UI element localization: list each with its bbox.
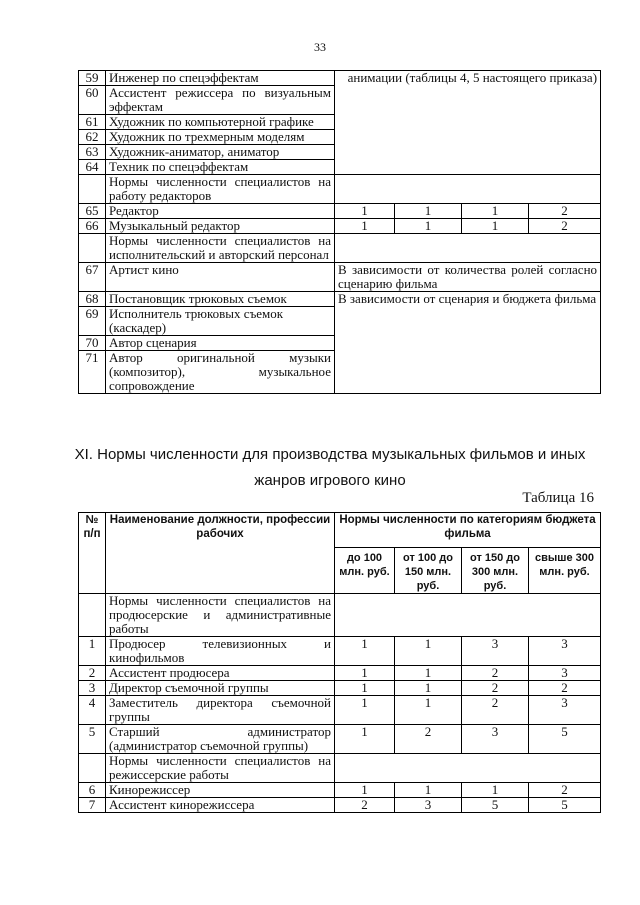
header-category: от 100 до 150 млн. руб. — [395, 548, 462, 594]
position-name: Автор сценария — [106, 336, 335, 351]
row-number: 6 — [79, 783, 106, 798]
table-row — [79, 204, 601, 219]
table-row — [79, 292, 601, 307]
section-heading — [60, 442, 600, 494]
header-number: № п/п — [79, 513, 106, 594]
value-cell: 1 — [462, 219, 529, 234]
value-cell: 5 — [529, 725, 601, 754]
section-row — [79, 754, 601, 783]
value-cell: 1 — [335, 696, 395, 725]
row-number: 70 — [79, 336, 106, 351]
value-cell: 1 — [335, 637, 395, 666]
note-animation: анимации (таблицы 4, 5 настоящего приказа) — [335, 71, 601, 175]
value-cell: 1 — [335, 666, 395, 681]
row-number: 60 — [79, 86, 106, 115]
table-row — [79, 637, 601, 666]
position-name: Исполнитель трюковых съемок (каскадер) — [106, 307, 335, 336]
section-row — [79, 594, 601, 637]
value-cell: 1 — [395, 696, 462, 725]
page-number: 33 — [314, 40, 326, 54]
section-title: Нормы численности специалистов на продюсерские и административные работы — [106, 594, 335, 637]
header-category: до 100 млн. руб. — [335, 548, 395, 594]
header-norms: Нормы численности по категориям бюджета фильма — [335, 513, 601, 548]
value-cell: 1 — [395, 204, 462, 219]
value-cell: 1 — [462, 204, 529, 219]
header-category: от 150 до 300 млн. руб. — [462, 548, 529, 594]
header-position: Наименование должности, профессии рабочих — [106, 513, 335, 594]
value-cell: 3 — [529, 696, 601, 725]
value-cell: 1 — [395, 219, 462, 234]
row-number: 3 — [79, 681, 106, 696]
value-cell: 2 — [335, 798, 395, 813]
value-cell: 3 — [529, 666, 601, 681]
section-heading-line: жанров игрового кино — [254, 472, 406, 489]
table-16 — [78, 512, 601, 813]
row-number: 4 — [79, 696, 106, 725]
table-row — [79, 263, 601, 292]
position-name: Кинорежиссер — [106, 783, 335, 798]
value-cell: 3 — [462, 637, 529, 666]
section-title: Нормы численности специалистов на работу редакторов — [106, 175, 335, 204]
table-label: Таблица 16 — [522, 490, 594, 506]
position-name: Ассистент кинорежиссера — [106, 798, 335, 813]
section-title: Нормы численности специалистов на исполнительский и авторский персонал — [106, 234, 335, 263]
value-cell: 3 — [529, 637, 601, 666]
note-cell: В зависимости от сценария и бюджета фильма — [335, 292, 601, 394]
row-number: 63 — [79, 145, 106, 160]
row-number: 67 — [79, 263, 106, 292]
value-cell: 1 — [395, 783, 462, 798]
table-row — [79, 696, 601, 725]
position-name: Продюсер телевизионных и кинофильмов — [106, 637, 335, 666]
row-number: 69 — [79, 307, 106, 336]
position-name: Редактор — [106, 204, 335, 219]
position-name: Инженер по спецэффектам — [106, 71, 335, 86]
note-cell: В зависимости от количества ролей согласно сценарию фильма — [335, 263, 601, 292]
position-name: Автор оригинальной музыки (композитор), музыкальное сопровождение — [106, 351, 335, 394]
value-cell: 1 — [335, 725, 395, 754]
table-row — [79, 681, 601, 696]
position-name: Артист кино — [106, 263, 335, 292]
value-cell: 2 — [529, 219, 601, 234]
position-name: Техник по спецэффектам — [106, 160, 335, 175]
value-cell: 2 — [529, 783, 601, 798]
row-number: 1 — [79, 637, 106, 666]
row-number: 71 — [79, 351, 106, 394]
section-row — [79, 234, 601, 263]
value-cell: 2 — [462, 696, 529, 725]
value-cell: 5 — [462, 798, 529, 813]
row-number: 61 — [79, 115, 106, 130]
table-row — [79, 798, 601, 813]
row-number: 7 — [79, 798, 106, 813]
position-name: Ассистент продюсера — [106, 666, 335, 681]
value-cell: 5 — [529, 798, 601, 813]
value-cell: 3 — [462, 725, 529, 754]
value-cell: 2 — [529, 681, 601, 696]
value-cell: 1 — [462, 783, 529, 798]
row-number: 2 — [79, 666, 106, 681]
position-name: Старший администратор (администратор съемочной группы) — [106, 725, 335, 754]
value-cell: 1 — [335, 219, 395, 234]
value-cell: 1 — [395, 681, 462, 696]
value-cell: 2 — [395, 725, 462, 754]
value-cell: 1 — [335, 204, 395, 219]
position-name: Заместитель директора съемочной группы — [106, 696, 335, 725]
table-row — [79, 219, 601, 234]
position-name: Художник по трехмерным моделям — [106, 130, 335, 145]
value-cell: 1 — [395, 666, 462, 681]
position-name: Художник-аниматор, аниматор — [106, 145, 335, 160]
row-number: 65 — [79, 204, 106, 219]
table-row — [79, 783, 601, 798]
row-number: 68 — [79, 292, 106, 307]
table-row — [79, 71, 601, 86]
position-name: Ассистент режиссера по визуальным эффектам — [106, 86, 335, 115]
value-cell: 2 — [462, 666, 529, 681]
row-number: 59 — [79, 71, 106, 86]
row-number: 5 — [79, 725, 106, 754]
position-name: Художник по компьютерной графике — [106, 115, 335, 130]
section-title: Нормы численности специалистов на режиссерские работы — [106, 754, 335, 783]
position-name: Музыкальный редактор — [106, 219, 335, 234]
value-cell: 1 — [335, 681, 395, 696]
value-cell: 1 — [335, 783, 395, 798]
table-row — [79, 666, 601, 681]
value-cell: 2 — [529, 204, 601, 219]
row-number: 64 — [79, 160, 106, 175]
position-name: Постановщик трюковых съемок — [106, 292, 335, 307]
section-heading-line: XI. Нормы численности для производства музыкальных фильмов и иных — [74, 446, 586, 463]
position-name: Директор съемочной группы — [106, 681, 335, 696]
staffing-table-continued — [78, 70, 601, 394]
value-cell: 1 — [395, 637, 462, 666]
value-cell: 3 — [395, 798, 462, 813]
header-row — [79, 513, 601, 548]
header-category: свыше 300 млн. руб. — [529, 548, 601, 594]
value-cell: 2 — [462, 681, 529, 696]
row-number: 66 — [79, 219, 106, 234]
table-row — [79, 725, 601, 754]
section-row — [79, 175, 601, 204]
row-number: 62 — [79, 130, 106, 145]
